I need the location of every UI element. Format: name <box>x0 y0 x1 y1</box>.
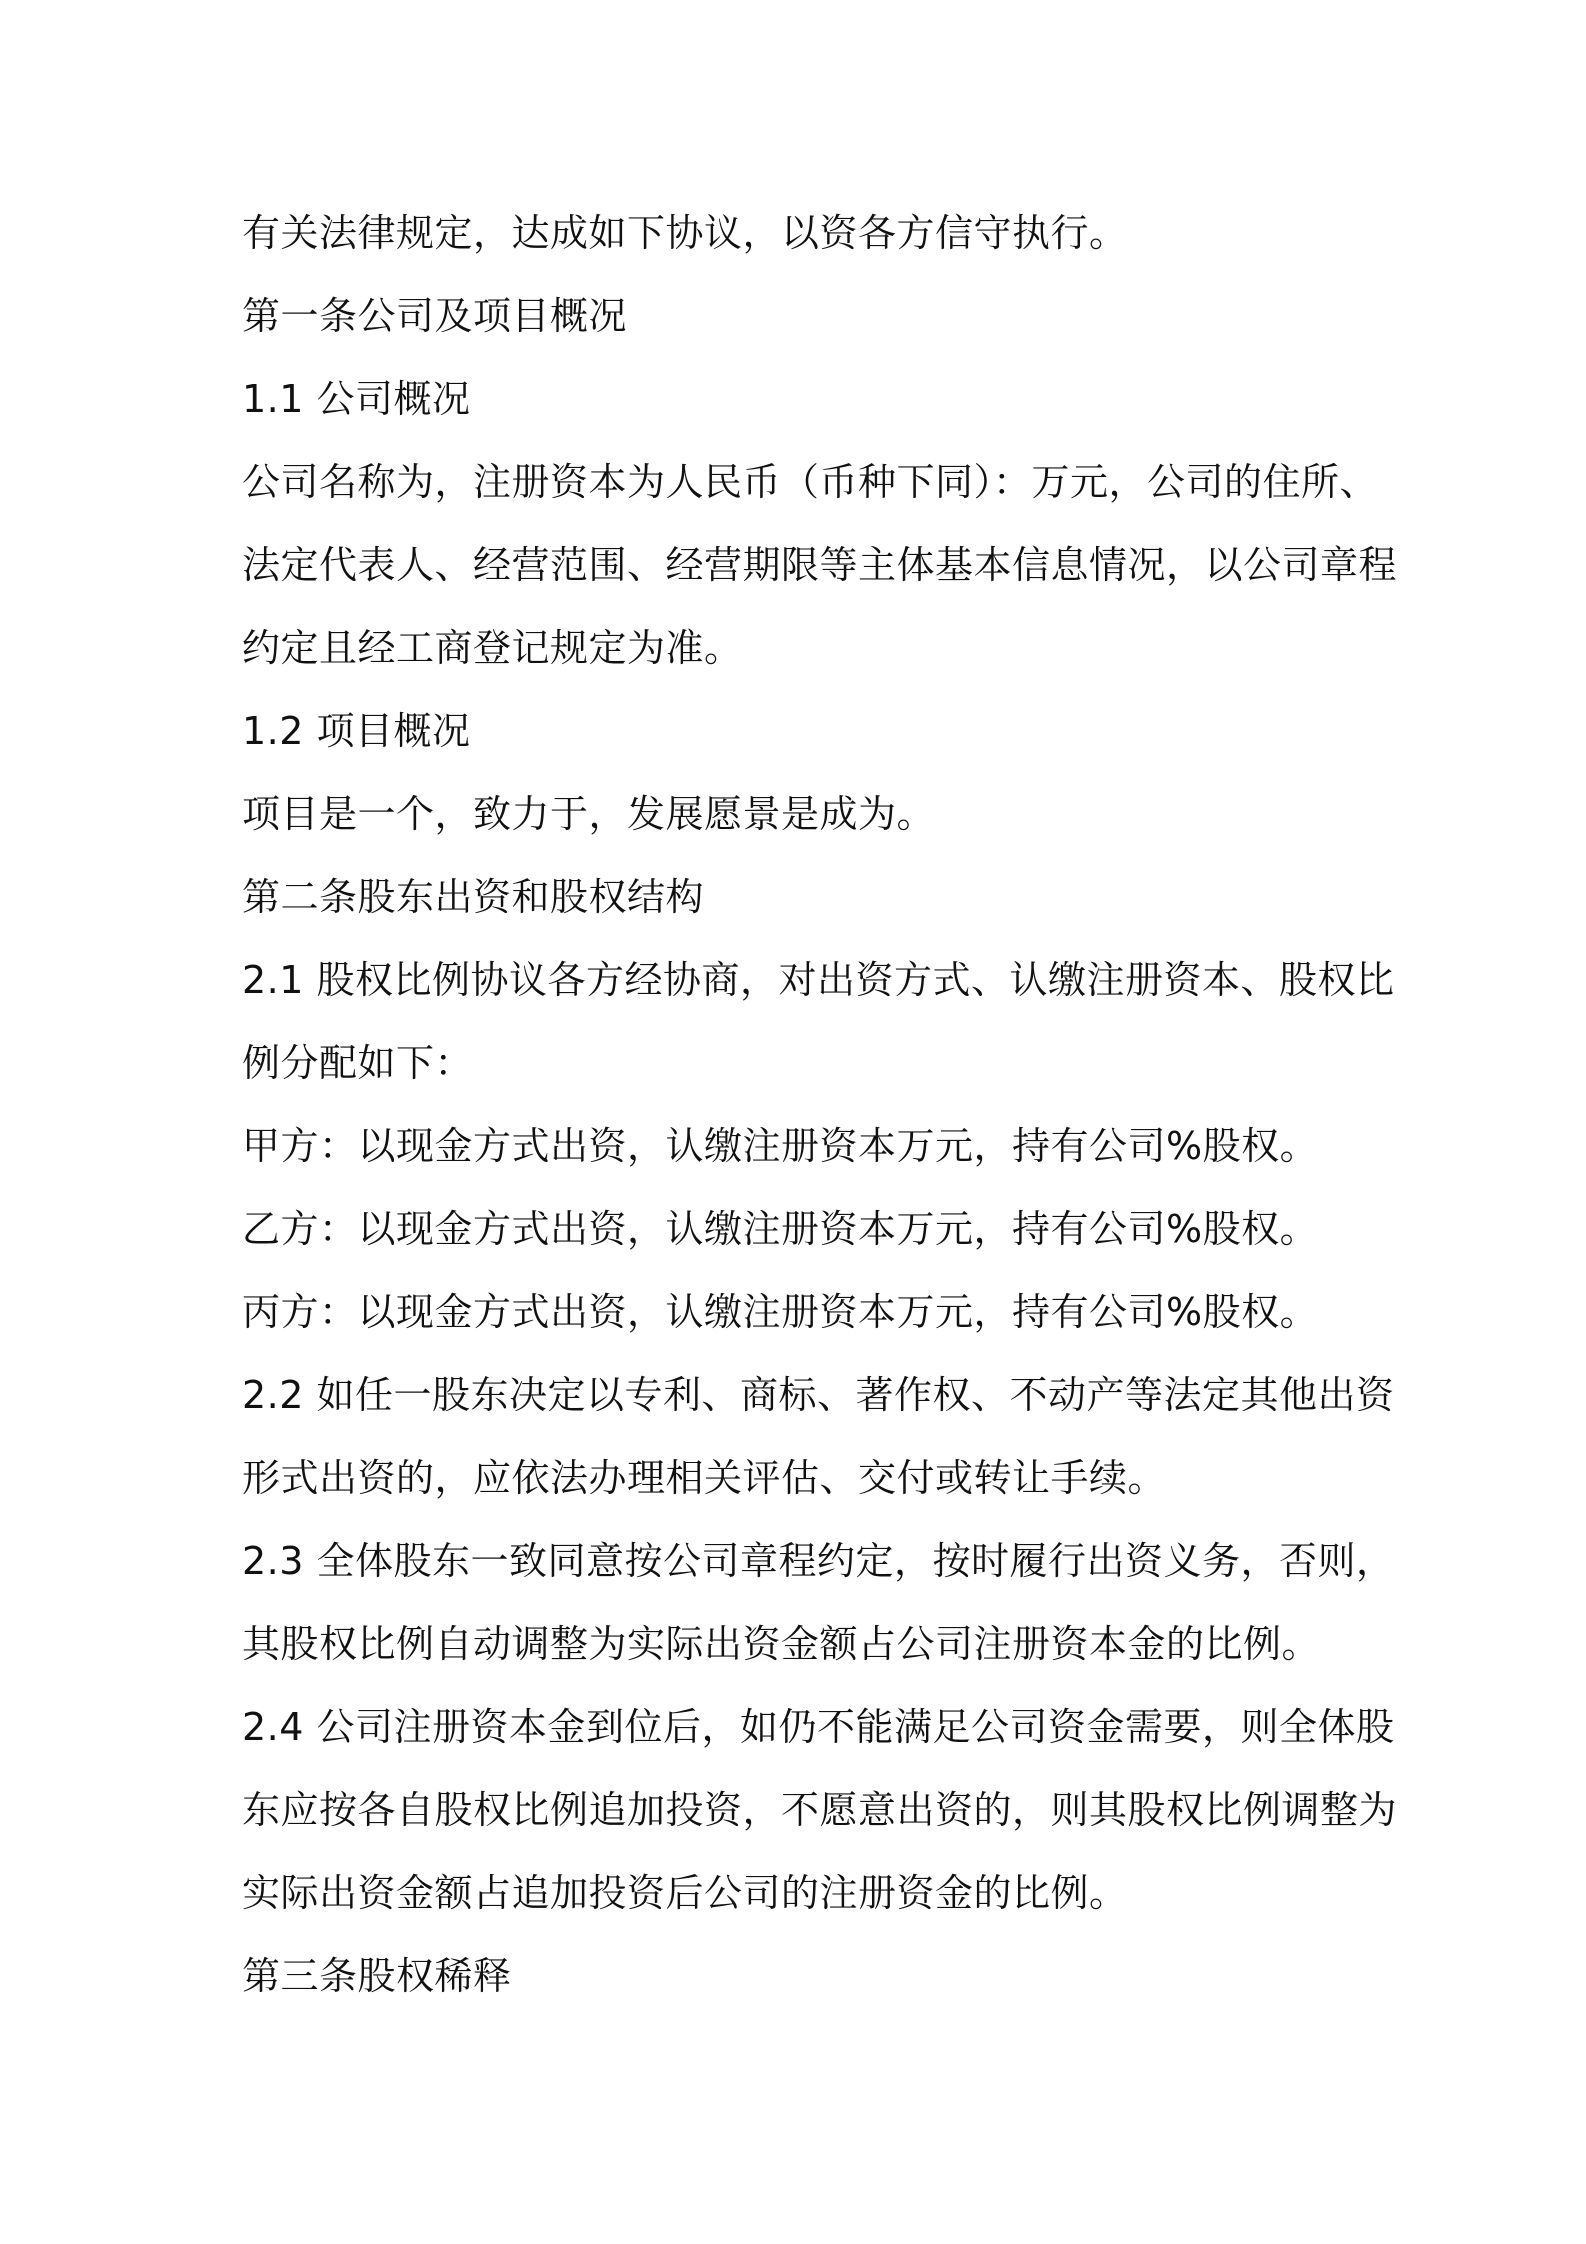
article-1-heading: 第一条公司及项目概况 <box>242 294 628 338</box>
section-2-4-text-line: 实际出资金额占追加投资后公司的注册资金的比例。 <box>242 1871 1128 1915</box>
party-c-contribution: 丙方：以现金方式出资，认缴注册资本万元，持有公司%股权。 <box>242 1290 1319 1334</box>
section-2-4-text-line: 2.4 公司注册资本金到位后，如仍不能满足公司资金需要，则全体股 <box>242 1705 1395 1749</box>
section-2-3-text-line: 2.3 全体股东一致同意按公司章程约定，按时履行出资义务，否则， <box>242 1539 1395 1583</box>
company-overview-text-line: 法定代表人、经营范围、经营期限等主体基本信息情况，以公司章程 <box>242 543 1398 587</box>
document-body <box>242 192 1398 2018</box>
article-2-heading: 第二条股东出资和股权结构 <box>242 875 705 919</box>
paragraph-intro-continuation: 有关法律规定，达成如下协议，以资各方信守执行。 <box>242 211 1128 255</box>
section-2-2-text-line: 2.2 如任一股东决定以专利、商标、著作权、不动产等法定其他出资 <box>242 1373 1395 1417</box>
section-2-4-text-line: 东应按各自股权比例追加投资，不愿意出资的，则其股权比例调整为 <box>242 1788 1398 1832</box>
party-b-contribution: 乙方：以现金方式出资，认缴注册资本万元，持有公司%股权。 <box>242 1207 1319 1251</box>
section-2-1-text-line: 2.1 股权比例协议各方经协商，对出资方式、认缴注册资本、股权比 <box>242 958 1395 1002</box>
section-2-3-text-line: 其股权比例自动调整为实际出资金额占公司注册资本金的比例。 <box>242 1622 1321 1666</box>
section-1-2-heading: 1.2 项目概况 <box>242 709 471 753</box>
section-2-1-text-line: 例分配如下： <box>242 1041 474 1085</box>
section-1-1-heading: 1.1 公司概况 <box>242 377 471 421</box>
company-overview-text-line: 约定且经工商登记规定为准。 <box>242 626 743 670</box>
party-a-contribution: 甲方：以现金方式出资，认缴注册资本万元，持有公司%股权。 <box>242 1124 1319 1168</box>
article-3-heading: 第三条股权稀释 <box>242 1954 512 1998</box>
company-overview-text-line: 公司名称为，注册资本为人民币（币种下同）：万元，公司的住所、 <box>242 460 1379 504</box>
section-2-2-text-line: 形式出资的，应依法办理相关评估、交付或转让手续。 <box>242 1456 1167 1500</box>
project-overview-text: 项目是一个，致力于，发展愿景是成为。 <box>242 792 936 836</box>
